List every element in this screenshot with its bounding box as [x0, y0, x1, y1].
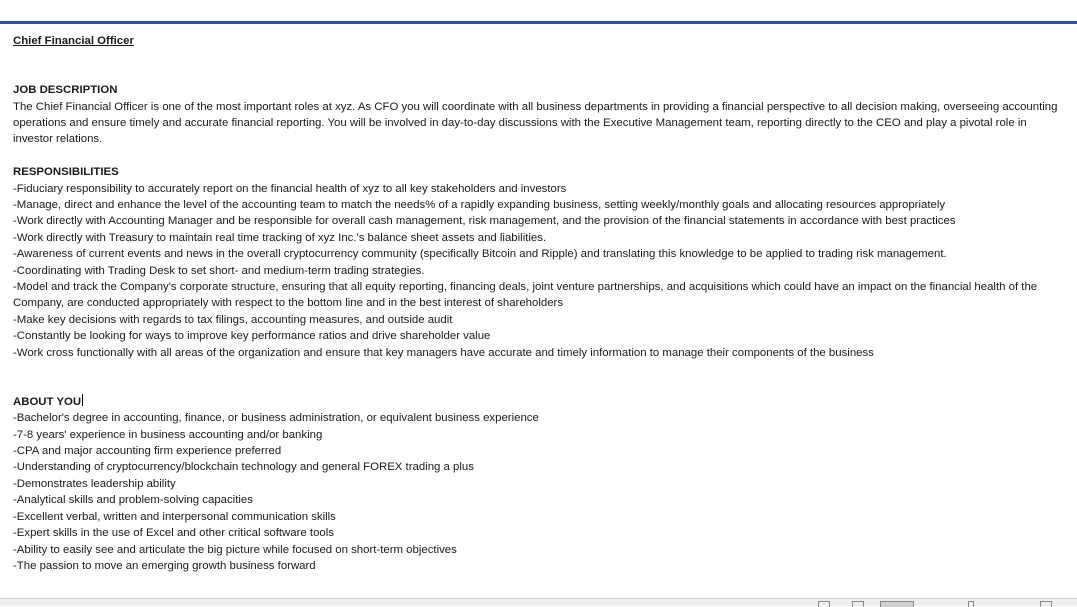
list-item: -Work cross functionally with all areas of the organization and ensure that key managers have accurate and timely information to manage their components of the business [13, 346, 874, 359]
web-layout-icon[interactable] [880, 601, 914, 607]
read-mode-icon[interactable] [818, 601, 830, 607]
job-description-text: The Chief Financial Officer is one of the most important roles at xyz. As CFO you will coordinate with all business departments in providing a financial perspective to all decision making, overseeing accounting operations and ensure timely and accurate financial reporting. You will be involved in day-to-day discussions with the Executive Management team, reporting directly to the CEO and play a pivotal role in investor relations. [13, 100, 1058, 146]
list-item: -Ability to easily see and articulate the big picture while focused on short-term objectives [13, 543, 457, 556]
list-item: -Excellent verbal, written and interpersonal communication skills [13, 510, 336, 523]
list-item: -Fiduciary responsibility to accurately report on the financial health of xyz to all key stakeholders and investors [13, 182, 567, 195]
list-item: -Make key decisions with regards to tax filings, accounting measures, and outside audit [13, 313, 453, 326]
responsibilities-list [13, 181, 1063, 361]
list-item: -Constantly be looking for ways to improve key performance ratios and drive shareholder value [13, 330, 491, 343]
list-item: -Work directly with Accounting Manager and be responsible for overall cash management, risk management, and the provision of the financial statements in accordance with best practices [13, 215, 956, 228]
about-you-heading [13, 394, 1063, 410]
text-cursor [82, 394, 83, 406]
about-you-heading-text: ABOUT YOU [13, 395, 82, 408]
list-item: -Bachelor's degree in accounting, finance, or business administration, or equivalent business experience [13, 412, 539, 425]
list-item: -Model and track the Company's corporate structure, ensuring that all equity reporting, financing deals, joint venture partnerships, and acquisitions which could have an impact on the financial health of the Company, are conducted appropriately with respect to the bottom line and in the best interest of shareholders [13, 281, 1038, 310]
list-item: -Expert skills in the use of Excel and other critical software tools [13, 527, 334, 540]
list-item: -Work directly with Treasury to maintain real time tracking of xyz Inc.'s balance sheet assets and liabilities. [13, 231, 547, 244]
document-body[interactable] [13, 33, 1063, 574]
responsibilities-heading: RESPONSIBILITIES [13, 166, 119, 179]
list-item: -Awareness of current events and news in the overall cryptocurrency community (specifically Bitcoin and Ripple) and translating this knowledge to be applied to trading risk management. [13, 248, 947, 261]
list-item: -7-8 years' experience in business accounting and/or banking [13, 428, 323, 441]
blank-line [13, 361, 1063, 377]
list-item: -Demonstrates leadership ability [13, 477, 176, 490]
blank-line [13, 49, 1063, 65]
status-bar [0, 598, 1077, 606]
blank-line [13, 148, 1063, 164]
list-item: -Manage, direct and enhance the level of the accounting team to match the needs% of a rapidly expanding business, setting weekly/monthly goals and allocating resources appropriately [13, 199, 946, 211]
blank-line [13, 377, 1063, 393]
document-title: Chief Financial Officer [13, 35, 134, 47]
about-you-list [13, 410, 1063, 574]
zoom-in-icon[interactable] [1040, 601, 1052, 607]
list-item: -The passion to move an emerging growth business forward [13, 559, 316, 572]
blank-line [13, 66, 1063, 82]
list-item: -Coordinating with Trading Desk to set short- and medium-term trading strategies. [13, 264, 425, 277]
zoom-slider-icon[interactable] [968, 601, 974, 607]
job-description-heading: JOB DESCRIPTION [13, 84, 118, 97]
list-item: -Analytical skills and problem-solving capacities [13, 494, 253, 507]
window-top-bar [0, 0, 1077, 24]
list-item: -CPA and major accounting firm experience preferred [13, 445, 282, 458]
print-layout-icon[interactable] [852, 601, 864, 607]
list-item: -Understanding of cryptocurrency/blockchain technology and general FOREX trading a plus [13, 461, 474, 474]
